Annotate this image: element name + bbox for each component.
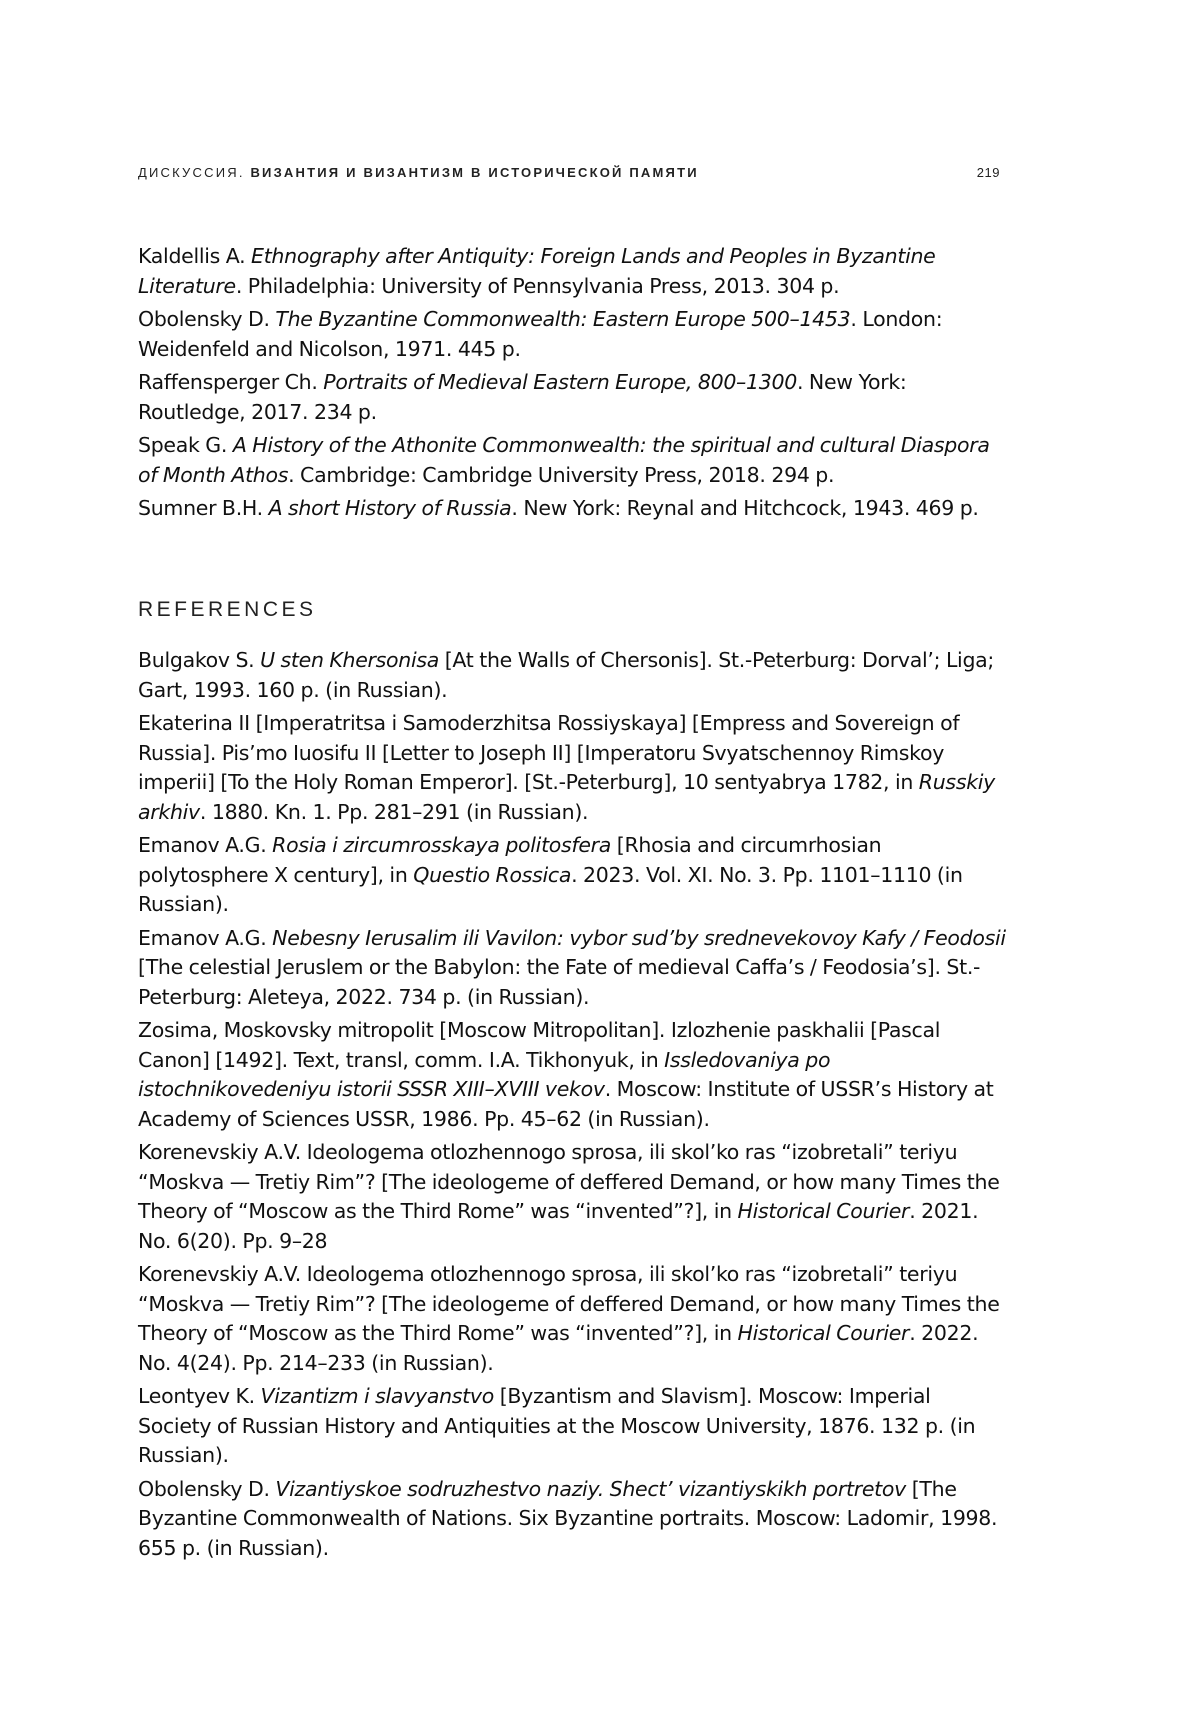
ref-italic: Historical Courier [737, 1199, 910, 1223]
ref-text: [The Byzantine Commonwealth of Nations. Six Byzantine portraits. Moscow: Ladomir, 1998. 655 p. (in Russian). [138, 1476, 998, 1560]
reference-entry [138, 1382, 1008, 1471]
entry-publication: . New York: Reynal and Hitchcock, 1943. 469 p. [511, 496, 979, 520]
ref-text: . 2023. Vol. XI. No. 3. Pp. 1101–1110 (in Russian). [138, 862, 963, 916]
running-header [138, 165, 1000, 180]
ref-italic: Rosia i zircumrosskaya politosfera [272, 833, 612, 857]
ref-text: Korenevskiy A.V. Ideologema otlozhennogo sprosa, ili skol’ko ras “izobretali” teriyu “Moskva — Tretiy Rim”? [The ideologeme of deffered Demand, or how many Times the Theory of “Moscow as the Third Rome” was “invented”?], in [138, 1262, 1000, 1345]
ref-text: [At the Walls of Chersonis]. St.-Peterburg: Dorval’; Liga; Gart, 1993. 160 p. (in Russian). [138, 648, 995, 702]
ref-text: . 1880. Kn. 1. Pp. 281–291 (in Russian). [199, 799, 589, 824]
ref-italic: Vizantizm i slavyanstvo [260, 1384, 494, 1408]
reference-entry [138, 1475, 1008, 1564]
ref-text: Zosima, Moskovsky mitropolit [Moscow Mitropolitan]. Izlozhenie paskhalii [Pascal Canon] [1492]. Text, transl, comm. I.A. Tikhonyuk, in [138, 1018, 941, 1072]
reference-entry [138, 1016, 1008, 1134]
entry-publication: . London: Weidenfeld and Nicolson, 1971. 445 p. [138, 307, 943, 361]
bibliography-list [138, 242, 1008, 528]
entry-author: Raffensperger Ch. [138, 370, 324, 394]
ref-text: [Byzantism and Slavism]. Moscow: Imperial Society of Russian History and Antiquities at the Moscow University, 1876. 132 p. (in Russian). [138, 1384, 976, 1467]
header-section: ДИСКУССИЯ. [138, 165, 245, 180]
ref-text: Leontyev K. [138, 1384, 261, 1408]
ref-italic: Vizantiyskoe sodruzhestvo naziy. Shect’ vizantiyskikh portretov [275, 1476, 906, 1501]
entry-title: The Byzantine Commonwealth: Eastern Europe 500–1453 [275, 307, 851, 331]
reference-entry [138, 831, 1008, 920]
bibliography-entry [138, 305, 1008, 364]
reference-entry [138, 924, 1008, 1013]
ref-text: Korenevskiy A.V. Ideologema otlozhennogo sprosa, ili skol’ko ras “izobretali” teriyu “Moskva — Tretiy Rim”? [The ideologeme of deffered Demand, or how many Times the Theory of “Moscow as the Third Rome” was “invented”?], in [138, 1140, 1000, 1223]
bibliography-entry [138, 368, 1008, 427]
ref-text: Emanov A.G. [138, 925, 273, 950]
ref-text: . Moscow: Institute of USSR’s History at Academy of Sciences USSR, 1986. Pp. 45–62 (in Russian). [138, 1077, 994, 1131]
page-number: 219 [976, 165, 1000, 180]
entry-author: Sumner B.H. [138, 496, 269, 520]
ref-italic: U sten Khersonisa [260, 648, 440, 672]
ref-text: [Rhosia and circumrhosian polytosphere X century], in [138, 833, 882, 887]
entry-publication: . Philadelphia: University of Pennsylvania Press, 2013. 304 p. [235, 273, 840, 298]
ref-text: [The celestial Jeruslem or the Babylon: the Fate of medieval Caffa’s / Feodosia’s]. St.-Peterburg: Aleteya, 2022. 734 p. (in Russian). [138, 955, 981, 1009]
ref-italic: Historical Courier [737, 1321, 910, 1345]
entry-title: Portraits of Medieval Eastern Europe, 800–1300 [323, 370, 797, 394]
entry-publication: . Cambridge: Cambridge University Press, 2018. 294 p. [288, 462, 835, 487]
reference-entry [138, 709, 1008, 827]
entry-author: Obolensky D. [138, 307, 276, 331]
entry-author: Kaldellis A. [138, 244, 252, 268]
ref-text: Ekaterina II [Imperatritsa i Samoderzhitsa Rossiyskaya] [Empress and Sovereign of Russia]. Pis’mo Iuosifu II [Letter to Joseph II] [Imperatoru Svyatschennoy Rimskoy imperii] [To the Holy Roman Emperor]. [St.-Peterburg], 10 sentyabrya 1782, in [138, 711, 960, 794]
entry-author: Speak G. [138, 433, 233, 457]
bibliography-entry [138, 494, 1008, 524]
ref-italic: Questio Rossica [413, 862, 572, 887]
entry-title: Ethnography after Antiquity: Foreign Lands and Peoples in Byzantine Literature [138, 244, 936, 298]
ref-text: Emanov A.G. [138, 833, 273, 857]
entry-title: A History of the Athonite Commonwealth: the spiritual and cultural Diaspora of Month Athos [138, 433, 990, 487]
ref-text: . 2022. No. 4(24). Pp. 214–233 (in Russian). [138, 1321, 979, 1375]
entry-publication: . New York: Routledge, 2017. 234 p. [138, 370, 907, 424]
ref-italic: Issledovaniya po istochnikovedeniyu istorii SSSR XIII–XVIII vekov [138, 1047, 831, 1101]
bibliography-entry [138, 242, 1008, 301]
reference-entry [138, 1138, 1008, 1256]
ref-text: Bulgakov S. [138, 648, 261, 672]
ref-italic: Russkiy arkhiv [138, 770, 995, 824]
ref-text: Obolensky D. [138, 1476, 276, 1501]
reference-entry [138, 646, 1008, 705]
entry-title: A short History of Russia [268, 496, 512, 520]
bibliography-entry [138, 431, 1008, 490]
header-title: ВИЗАНТИЯ И ВИЗАНТИЗМ В ИСТОРИЧЕСКОЙ ПАМЯТИ [250, 165, 699, 180]
reference-entry [138, 1260, 1008, 1378]
ref-italic: Nebesny Ierusalim ili Vavilon: vybor sud’by srednevekovoy Kafy / Feodosii [272, 925, 1006, 950]
ref-text: . 2021. No. 6(20). Pp. 9–28 [138, 1199, 979, 1253]
references-list [138, 646, 1008, 1567]
references-heading: REFERENCES [138, 598, 317, 621]
